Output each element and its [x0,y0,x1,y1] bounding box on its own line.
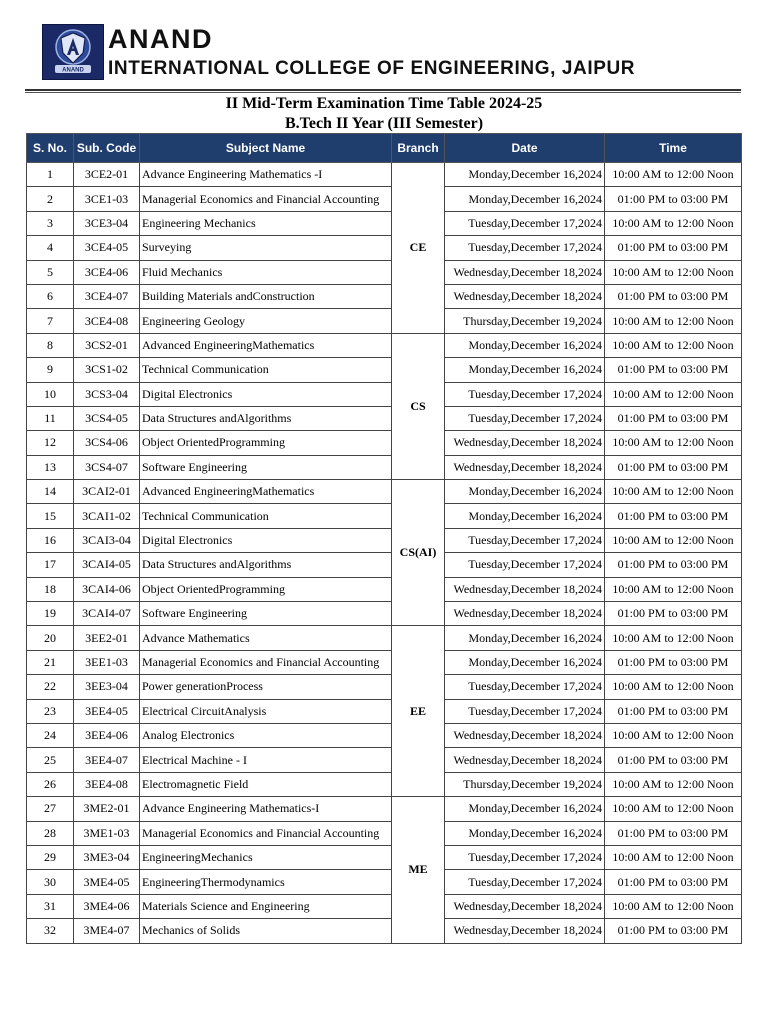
serial-number-cell: 21 [27,650,74,674]
table-row [27,358,742,382]
table-row [27,675,742,699]
subject-name-cell: Managerial Economics and Financial Accounting [140,187,392,211]
subject-name-cell: EngineeringThermodynamics [140,870,392,894]
subject-code-cell: 3CAI4-06 [74,577,140,601]
serial-number-cell: 19 [27,602,74,626]
time-cell: 10:00 AM to 12:00 Noon [605,675,742,699]
subject-name-cell: Object OrientedProgramming [140,431,392,455]
branch-cell: CS(AI) [392,480,445,626]
time-cell: 01:00 PM to 03:00 PM [605,455,742,479]
subject-name-cell: Technical Communication [140,358,392,382]
subject-name-cell: Data Structures andAlgorithms [140,553,392,577]
serial-number-cell: 16 [27,528,74,552]
date-cell: Wednesday,December 18,2024 [445,919,605,943]
serial-number-cell: 25 [27,748,74,772]
table-row [27,163,742,187]
subject-name-cell: Advanced EngineeringMathematics [140,480,392,504]
subject-code-cell: 3ME1-03 [74,821,140,845]
time-cell: 10:00 AM to 12:00 Noon [605,333,742,357]
subject-code-cell: 3EE4-07 [74,748,140,772]
date-cell: Wednesday,December 18,2024 [445,260,605,284]
header-divider [25,89,741,91]
serial-number-cell: 29 [27,845,74,869]
subject-name-cell: Managerial Economics and Financial Accounting [140,821,392,845]
subject-code-cell: 3CS2-01 [74,333,140,357]
column-header-sno: S. No. [27,134,74,163]
subject-name-cell: Electrical Machine - I [140,748,392,772]
table-row [27,211,742,235]
serial-number-cell: 22 [27,675,74,699]
subject-name-cell: Surveying [140,236,392,260]
table-row [27,528,742,552]
table-row [27,577,742,601]
subject-code-cell: 3CS4-07 [74,455,140,479]
subject-code-cell: 3EE4-08 [74,772,140,796]
time-cell: 10:00 AM to 12:00 Noon [605,577,742,601]
date-cell: Wednesday,December 18,2024 [445,723,605,747]
time-cell: 01:00 PM to 03:00 PM [605,870,742,894]
subject-code-cell: 3CAI1-02 [74,504,140,528]
time-cell: 10:00 AM to 12:00 Noon [605,431,742,455]
subject-name-cell: Digital Electronics [140,382,392,406]
college-name: ANAND [108,24,213,54]
subject-code-cell: 3CE2-01 [74,163,140,187]
exam-title: II Mid-Term Examination Time Table 2024-25 [225,95,543,112]
time-cell: 10:00 AM to 12:00 Noon [605,309,742,333]
subject-code-cell: 3CS1-02 [74,358,140,382]
time-cell: 01:00 PM to 03:00 PM [605,919,742,943]
serial-number-cell: 24 [27,723,74,747]
time-cell: 01:00 PM to 03:00 PM [605,602,742,626]
serial-number-cell: 9 [27,358,74,382]
serial-number-cell: 27 [27,797,74,821]
time-cell: 10:00 AM to 12:00 Noon [605,797,742,821]
branch-cell: ME [392,797,445,943]
serial-number-cell: 20 [27,626,74,650]
date-cell: Tuesday,December 17,2024 [445,236,605,260]
subject-code-cell: 3EE1-03 [74,650,140,674]
serial-number-cell: 18 [27,577,74,601]
subject-name-cell: Technical Communication [140,504,392,528]
table-row [27,845,742,869]
date-cell: Thursday,December 19,2024 [445,309,605,333]
date-cell: Tuesday,December 17,2024 [445,528,605,552]
table-row [27,602,742,626]
subject-name-cell: Electromagnetic Field [140,772,392,796]
serial-number-cell: 5 [27,260,74,284]
table-row [27,236,742,260]
date-cell: Tuesday,December 17,2024 [445,699,605,723]
table-row [27,772,742,796]
time-cell: 01:00 PM to 03:00 PM [605,406,742,430]
date-cell: Monday,December 16,2024 [445,333,605,357]
subject-code-cell: 3CE4-06 [74,260,140,284]
exam-subtitle: B.Tech II Year (III Semester) [284,115,484,132]
table-row [27,431,742,455]
subject-name-cell: Building Materials andConstruction [140,284,392,308]
time-cell: 01:00 PM to 03:00 PM [605,553,742,577]
table-row [27,406,742,430]
table-row [27,553,742,577]
subject-code-cell: 3CS3-04 [74,382,140,406]
serial-number-cell: 26 [27,772,74,796]
date-cell: Tuesday,December 17,2024 [445,553,605,577]
subject-code-cell: 3CE4-07 [74,284,140,308]
table-row [27,504,742,528]
table-row [27,309,742,333]
subject-code-cell: 3CAI4-07 [74,602,140,626]
table-row [27,382,742,406]
subject-code-cell: 3CAI3-04 [74,528,140,552]
time-cell: 01:00 PM to 03:00 PM [605,187,742,211]
table-row [27,480,742,504]
table-row [27,187,742,211]
subject-code-cell: 3CE4-05 [74,236,140,260]
subject-name-cell: Engineering Mechanics [140,211,392,235]
date-cell: Monday,December 16,2024 [445,358,605,382]
serial-number-cell: 17 [27,553,74,577]
subject-code-cell: 3CS4-06 [74,431,140,455]
serial-number-cell: 32 [27,919,74,943]
table-row [27,260,742,284]
logo-text: ANAND [62,67,84,74]
serial-number-cell: 28 [27,821,74,845]
serial-number-cell: 2 [27,187,74,211]
subject-name-cell: Fluid Mechanics [140,260,392,284]
time-cell: 01:00 PM to 03:00 PM [605,650,742,674]
subject-name-cell: Analog Electronics [140,723,392,747]
table-row [27,748,742,772]
date-cell: Tuesday,December 17,2024 [445,382,605,406]
column-header-date: Date [445,134,605,163]
subject-name-cell: Mechanics of Solids [140,919,392,943]
date-cell: Tuesday,December 17,2024 [445,211,605,235]
branch-cell: CS [392,333,445,479]
table-row [27,870,742,894]
subject-code-cell: 3CE1-03 [74,187,140,211]
subject-name-cell: Software Engineering [140,455,392,479]
date-cell: Monday,December 16,2024 [445,187,605,211]
subject-name-cell: Digital Electronics [140,528,392,552]
serial-number-cell: 30 [27,870,74,894]
table-row [27,699,742,723]
table-header-row [27,134,742,163]
time-cell: 10:00 AM to 12:00 Noon [605,772,742,796]
time-cell: 01:00 PM to 03:00 PM [605,284,742,308]
time-cell: 10:00 AM to 12:00 Noon [605,528,742,552]
subject-code-cell: 3ME4-05 [74,870,140,894]
shield-emblem-icon [43,25,103,79]
subject-code-cell: 3ME4-06 [74,894,140,918]
branch-cell: EE [392,626,445,797]
time-cell: 10:00 AM to 12:00 Noon [605,260,742,284]
time-cell: 10:00 AM to 12:00 Noon [605,382,742,406]
serial-number-cell: 23 [27,699,74,723]
time-cell: 10:00 AM to 12:00 Noon [605,480,742,504]
subject-code-cell: 3CE3-04 [74,211,140,235]
subject-name-cell: Electrical CircuitAnalysis [140,699,392,723]
serial-number-cell: 8 [27,333,74,357]
column-header-code: Sub. Code [74,134,140,163]
time-cell: 01:00 PM to 03:00 PM [605,358,742,382]
date-cell: Wednesday,December 18,2024 [445,748,605,772]
subject-code-cell: 3ME2-01 [74,797,140,821]
subject-code-cell: 3EE4-06 [74,723,140,747]
serial-number-cell: 12 [27,431,74,455]
date-cell: Wednesday,December 18,2024 [445,602,605,626]
subject-code-cell: 3ME3-04 [74,845,140,869]
serial-number-cell: 13 [27,455,74,479]
subject-name-cell: Object OrientedProgramming [140,577,392,601]
serial-number-cell: 4 [27,236,74,260]
subject-code-cell: 3CAI2-01 [74,480,140,504]
time-cell: 10:00 AM to 12:00 Noon [605,723,742,747]
time-cell: 01:00 PM to 03:00 PM [605,504,742,528]
time-cell: 10:00 AM to 12:00 Noon [605,211,742,235]
table-row [27,650,742,674]
time-cell: 10:00 AM to 12:00 Noon [605,626,742,650]
table-row [27,626,742,650]
table-row [27,894,742,918]
serial-number-cell: 15 [27,504,74,528]
serial-number-cell: 1 [27,163,74,187]
subject-name-cell: Engineering Geology [140,309,392,333]
table-row [27,919,742,943]
subject-name-cell: EngineeringMechanics [140,845,392,869]
date-cell: Monday,December 16,2024 [445,504,605,528]
date-cell: Tuesday,December 17,2024 [445,675,605,699]
table-row [27,284,742,308]
time-cell: 10:00 AM to 12:00 Noon [605,845,742,869]
serial-number-cell: 11 [27,406,74,430]
date-cell: Tuesday,December 17,2024 [445,406,605,430]
subject-code-cell: 3CE4-08 [74,309,140,333]
college-logo [42,24,104,80]
date-cell: Tuesday,December 17,2024 [445,870,605,894]
column-header-subject: Subject Name [140,134,392,163]
subject-name-cell: Managerial Economics and Financial Accounting [140,650,392,674]
table-row [27,723,742,747]
time-cell: 01:00 PM to 03:00 PM [605,236,742,260]
date-cell: Monday,December 16,2024 [445,480,605,504]
table-row [27,455,742,479]
date-cell: Wednesday,December 18,2024 [445,431,605,455]
serial-number-cell: 31 [27,894,74,918]
date-cell: Wednesday,December 18,2024 [445,577,605,601]
subject-name-cell: Advance Mathematics [140,626,392,650]
date-cell: Monday,December 16,2024 [445,797,605,821]
time-cell: 01:00 PM to 03:00 PM [605,748,742,772]
subject-code-cell: 3EE2-01 [74,626,140,650]
date-cell: Tuesday,December 17,2024 [445,845,605,869]
subject-name-cell: Materials Science and Engineering [140,894,392,918]
date-cell: Monday,December 16,2024 [445,650,605,674]
date-cell: Monday,December 16,2024 [445,626,605,650]
subject-name-cell: Advanced EngineeringMathematics [140,333,392,357]
serial-number-cell: 7 [27,309,74,333]
college-header [42,24,742,82]
subject-code-cell: 3CAI4-05 [74,553,140,577]
subject-code-cell: 3EE3-04 [74,675,140,699]
subject-name-cell: Advance Engineering Mathematics-I [140,797,392,821]
subject-code-cell: 3CS4-05 [74,406,140,430]
subject-name-cell: Advance Engineering Mathematics -I [140,163,392,187]
serial-number-cell: 10 [27,382,74,406]
header-divider-thin [25,92,741,93]
column-header-time: Time [605,134,742,163]
date-cell: Wednesday,December 18,2024 [445,284,605,308]
table-row [27,333,742,357]
college-subtitle: INTERNATIONAL COLLEGE OF ENGINEERING, JAIPUR [108,58,636,79]
table-row [27,821,742,845]
column-header-branch: Branch [392,134,445,163]
table-row [27,797,742,821]
subject-name-cell: Data Structures andAlgorithms [140,406,392,430]
serial-number-cell: 3 [27,211,74,235]
time-cell: 10:00 AM to 12:00 Noon [605,163,742,187]
timetable [26,133,742,944]
subject-code-cell: 3EE4-05 [74,699,140,723]
table-body [27,163,742,944]
subject-name-cell: Software Engineering [140,602,392,626]
subject-code-cell: 3ME4-07 [74,919,140,943]
date-cell: Monday,December 16,2024 [445,821,605,845]
time-cell: 10:00 AM to 12:00 Noon [605,894,742,918]
time-cell: 01:00 PM to 03:00 PM [605,699,742,723]
date-cell: Wednesday,December 18,2024 [445,894,605,918]
date-cell: Thursday,December 19,2024 [445,772,605,796]
serial-number-cell: 14 [27,480,74,504]
date-cell: Wednesday,December 18,2024 [445,455,605,479]
time-cell: 01:00 PM to 03:00 PM [605,821,742,845]
branch-cell: CE [392,163,445,334]
date-cell: Monday,December 16,2024 [445,163,605,187]
serial-number-cell: 6 [27,284,74,308]
subject-name-cell: Power generationProcess [140,675,392,699]
